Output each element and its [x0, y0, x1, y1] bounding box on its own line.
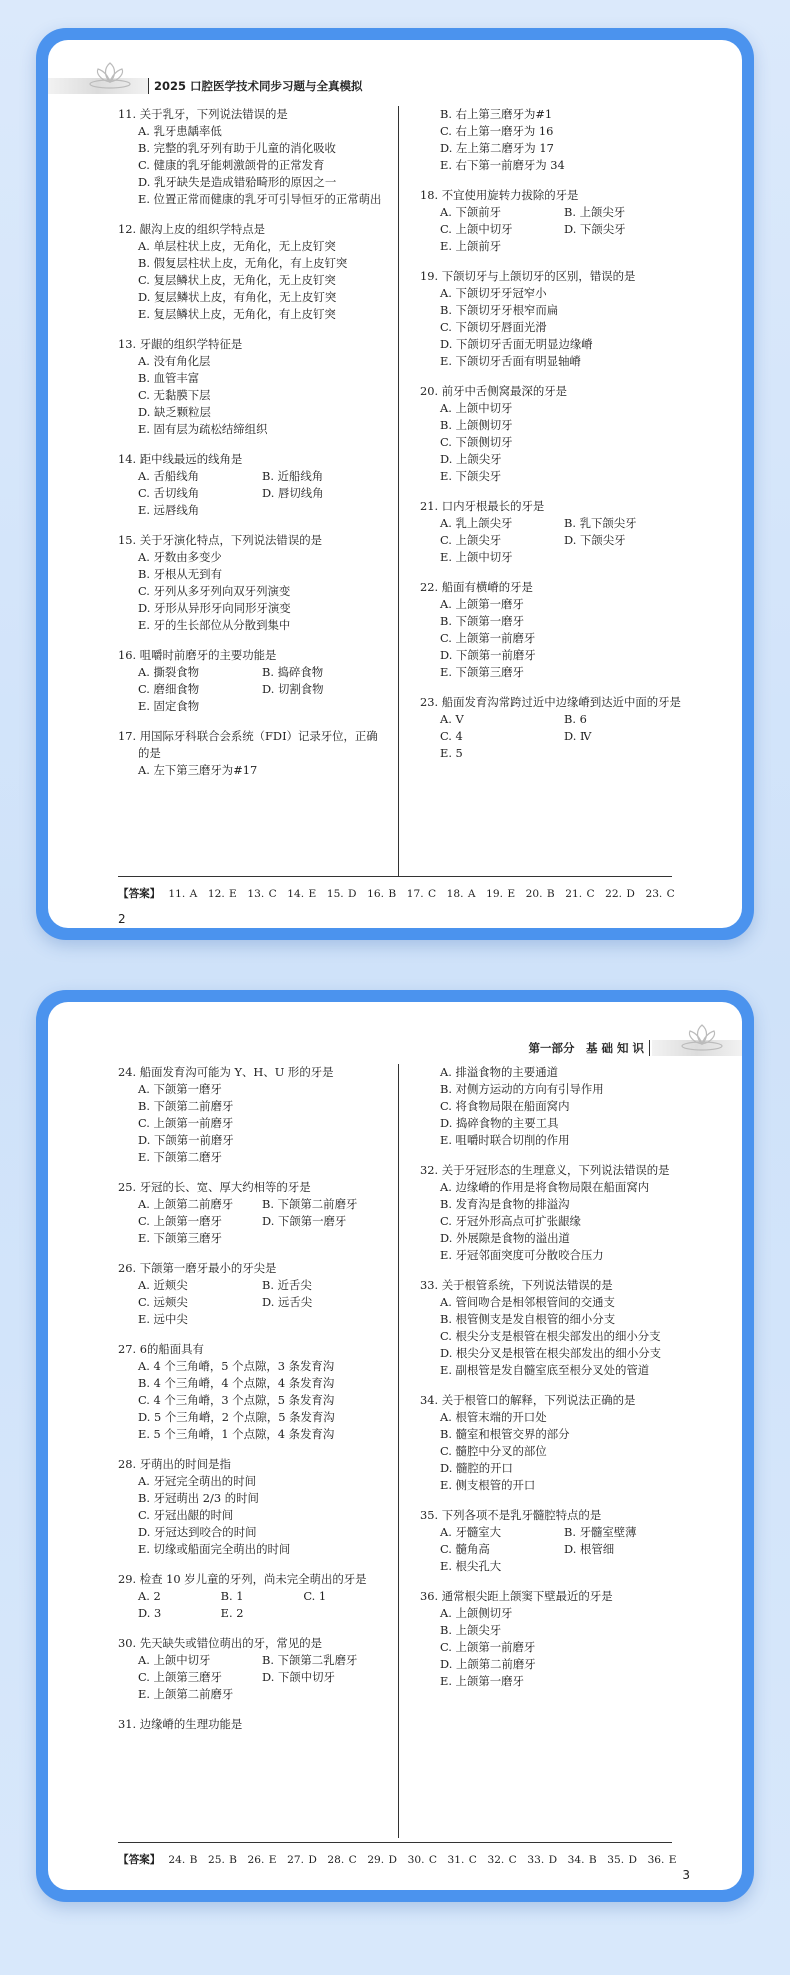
question-block	[420, 268, 688, 370]
column-divider	[398, 106, 399, 876]
question-stem: 31. 边缘嵴的生理功能是	[118, 1717, 243, 1731]
question-block	[118, 106, 386, 208]
answer-option: C. 上颌第一磨牙	[138, 1214, 222, 1228]
question-block	[118, 647, 386, 715]
answer-option: C. 髓腔中分叉的部位	[440, 1444, 547, 1458]
question-stem: 22. 船面有横嵴的牙是	[420, 580, 533, 594]
left-column	[118, 106, 386, 792]
answer-option: E. 远唇线角	[138, 503, 200, 517]
answer-option: C. 髓角高	[440, 1542, 490, 1556]
answer-option: A. 下颌第一磨牙	[138, 1082, 222, 1096]
answer-option: E. 切缘或船面完全萌出的时间	[138, 1542, 291, 1556]
answer-option: D. 根尖分叉是根管在根尖部发出的细小分支	[440, 1346, 662, 1360]
option-grid	[118, 1277, 386, 1311]
answer-option: C. 上颌中切牙	[440, 222, 513, 236]
question-block	[118, 451, 386, 519]
answer-option: E. 上颌第二前磨牙	[138, 1687, 234, 1701]
question-block	[118, 221, 386, 323]
answer-option: A. 左下第三磨牙为#17	[138, 763, 258, 777]
answer-option: C. 4	[440, 729, 463, 743]
page-number: 3	[682, 1868, 690, 1882]
question-stem: 30. 先天缺失或错位萌出的牙，常见的是	[118, 1636, 322, 1650]
option-grid	[420, 204, 688, 238]
answer-option: D. 上颌尖牙	[440, 452, 502, 466]
question-block	[420, 187, 688, 255]
option-grid	[118, 664, 386, 698]
answer-option: B. 血管丰富	[138, 371, 200, 385]
answer-option: B. 牙根从无到有	[138, 567, 222, 581]
answer-option: A. 上颌中切牙	[440, 401, 513, 415]
answer-option: D. 上颌第二前磨牙	[440, 1657, 536, 1671]
answer-option: D. 3	[138, 1606, 162, 1620]
question-block	[118, 728, 386, 779]
question-stem: 12. 龈沟上皮的组织学特点是	[118, 222, 266, 236]
answer-option: C. 复层鳞状上皮，无角化，无上皮钉突	[138, 273, 336, 287]
answer-option: A. 乳上颌尖牙	[440, 516, 513, 530]
option-grid	[118, 1196, 386, 1230]
answer-option: C. 牙冠外形高点可扩张龈缘	[440, 1214, 581, 1228]
answer-option: D. 切割食物	[262, 682, 324, 696]
answer-option: E. 5 个三角嵴，1 个点隙，4 条发育沟	[138, 1427, 335, 1441]
answer-option: A. 2	[138, 1589, 161, 1603]
answer-option: D. 唇切线角	[262, 486, 324, 500]
running-header: 2025 口腔医学技术同步习题与全真模拟	[148, 78, 363, 94]
answer-option: A. 牙冠完全萌出的时间	[138, 1474, 256, 1488]
question-stem: 36. 通常根尖距上颌窦下壁最近的牙是	[420, 1589, 613, 1603]
answer-option: A. 上颌中切牙	[138, 1653, 211, 1667]
question-block	[420, 1064, 688, 1149]
answer-option: D. 外展隙是食物的溢出道	[440, 1231, 570, 1245]
answer-option: A. 上颌侧切牙	[440, 1606, 513, 1620]
answer-option: E. 上颌第一磨牙	[440, 1674, 524, 1688]
answer-option: B. 牙髓室壁薄	[564, 1525, 637, 1539]
answer-option: B. 捣碎食物	[262, 665, 324, 679]
answer-option: A. 管间吻合是相邻根管间的交通支	[440, 1295, 615, 1309]
option-grid	[118, 1588, 386, 1622]
answer-option: A. 根管末端的开口处	[440, 1410, 547, 1424]
question-stem: 24. 船面发育沟可能为 Y、H、U 形的牙是	[118, 1065, 334, 1079]
answer-option: D. 捣碎食物的主要工具	[440, 1116, 559, 1130]
answer-option: E. 复层鳞状上皮，无角化，有上皮钉突	[138, 307, 336, 321]
answer-option: A. 撕裂食物	[138, 665, 200, 679]
answer-option: B. 4 个三角嵴，4 个点隙，4 条发育沟	[138, 1376, 335, 1390]
answer-option: C. 舌切线角	[138, 486, 200, 500]
answer-option: D. 下颌切牙舌面无明显边缘嵴	[440, 337, 593, 351]
answer-option: E. 下颌第三磨牙	[440, 665, 524, 679]
answer-option: A. 上颌第一磨牙	[440, 597, 524, 611]
question-stem: 20. 前牙中舌侧窝最深的牙是	[420, 384, 568, 398]
question-block	[118, 1064, 386, 1166]
answer-key	[118, 1842, 677, 1867]
answer-option: E. 上颌前牙	[440, 239, 502, 253]
answer-key-label: 【答案】	[118, 1854, 161, 1866]
question-stem: 15. 关于牙演化特点，下列说法错误的是	[118, 533, 322, 547]
answer-option: D. 牙形从异形牙向同形牙演变	[138, 601, 291, 615]
answer-option: C. 下颌切牙唇面光滑	[440, 320, 547, 334]
question-block	[118, 1716, 386, 1733]
answer-option: A. 下颌切牙牙冠窄小	[440, 286, 547, 300]
answer-option: E. 副根管是发自髓室底至根分叉处的管道	[440, 1363, 650, 1377]
answer-option: A. 排溢食物的主要通道	[440, 1065, 558, 1079]
answer-option: B. 下颌第二前磨牙	[262, 1197, 358, 1211]
answer-option: E. 根尖孔大	[440, 1559, 502, 1573]
answer-option: B. 乳下颌尖牙	[564, 516, 637, 530]
question-block	[420, 1507, 688, 1575]
answer-option: B. 下颌第二乳磨牙	[262, 1653, 358, 1667]
question-stem: 28. 牙萌出的时间是指	[118, 1457, 231, 1471]
answer-option: B. 上颌尖牙	[564, 205, 626, 219]
answer-option: D. 远舌尖	[262, 1295, 313, 1309]
answer-option: E. 远中尖	[138, 1312, 188, 1326]
answer-option: B. 上颌侧切牙	[440, 418, 513, 432]
answer-option: B. 上颌尖牙	[440, 1623, 502, 1637]
question-stem: 19. 下颌切牙与上颌切牙的区别，错误的是	[420, 269, 636, 283]
answer-option: B. 近舌尖	[262, 1278, 312, 1292]
question-stem: 29. 检查 10 岁儿童的牙列，尚未完全萌出的牙是	[118, 1572, 367, 1586]
answer-option: A. 牙髓室大	[440, 1525, 502, 1539]
question-block	[118, 1456, 386, 1558]
left-column	[118, 1064, 386, 1746]
answer-option: A. 牙数由多变少	[138, 550, 222, 564]
question-stem: 32. 关于牙冠形态的生理意义，下列说法错误的是	[420, 1163, 670, 1177]
page-1	[48, 40, 742, 928]
answer-option: D. 下颌第一前磨牙	[440, 648, 536, 662]
answer-option: E. 固有层为疏松结缔组织	[138, 422, 268, 436]
answer-option: D. 下颌尖牙	[564, 222, 626, 236]
question-block	[420, 383, 688, 485]
answer-key-values: 24. B 25. B 26. E 27. D 28. C 29. D 30. C 31. C 32. C 33. D 34. B 35. D 36. E	[168, 1854, 677, 1866]
answer-option: D. 5 个三角嵴，2 个点隙，5 条发育沟	[138, 1410, 335, 1424]
answer-option: C. 上颌第一前磨牙	[440, 631, 536, 645]
answer-option: C. 磨细食物	[138, 682, 200, 696]
question-stem: 25. 牙冠的长、宽、厚大约相等的牙是	[118, 1180, 311, 1194]
answer-option: B. 发育沟是食物的排溢沟	[440, 1197, 570, 1211]
right-column	[420, 106, 688, 775]
answer-option: E. 5	[440, 746, 463, 760]
answer-option: E. 下颌第三磨牙	[138, 1231, 222, 1245]
page-number: 2	[118, 912, 126, 926]
answer-option: C. 健康的乳牙能刺激颌骨的正常发育	[138, 158, 325, 172]
answer-option: D. 牙冠达到咬合的时间	[138, 1525, 257, 1539]
answer-option: A. 单层柱状上皮，无角化，无上皮钉突	[138, 239, 336, 253]
question-block	[420, 579, 688, 681]
answer-option: C. 下颌侧切牙	[440, 435, 513, 449]
running-header: 第一部分 基 础 知 识	[528, 1040, 650, 1056]
answer-option: C. 将食物局限在船面窝内	[440, 1099, 570, 1113]
answer-option: D. 下颌尖牙	[564, 533, 626, 547]
lotus-logo-icon	[86, 60, 134, 90]
question-block	[118, 1260, 386, 1328]
question-block	[118, 1341, 386, 1443]
answer-option: E. 下颌尖牙	[440, 469, 502, 483]
question-block	[118, 1179, 386, 1247]
question-stem: 11. 关于乳牙，下列说法错误的是	[118, 107, 288, 121]
answer-option: C. 根尖分支是根管在根尖部发出的细小分支	[440, 1329, 661, 1343]
option-grid	[118, 1652, 386, 1686]
question-block	[420, 498, 688, 566]
answer-option: D. 下颌第一前磨牙	[138, 1133, 234, 1147]
answer-option: B. 下颌切牙牙根窄而扁	[440, 303, 559, 317]
answer-option: E. 下颌第二磨牙	[138, 1150, 222, 1164]
answer-key	[118, 876, 675, 901]
question-block	[118, 336, 386, 438]
answer-option: B. 完整的乳牙列有助于儿童的消化吸收	[138, 141, 336, 155]
answer-option: C. 上颌第一前磨牙	[440, 1640, 536, 1654]
answer-option: C. 1	[303, 1589, 327, 1603]
option-grid	[420, 711, 688, 745]
answer-option: C. 上颌第三磨牙	[138, 1670, 222, 1684]
question-block	[420, 1277, 688, 1379]
option-grid	[420, 1524, 688, 1558]
answer-option: D. 复层鳞状上皮，有角化，无上皮钉突	[138, 290, 337, 304]
answer-option: E. 2	[220, 1606, 244, 1620]
answer-option: D. 下颌中切牙	[262, 1670, 335, 1684]
question-block	[420, 106, 688, 174]
answer-option: A. 舌船线角	[138, 469, 200, 483]
answer-option: B. 1	[220, 1589, 244, 1603]
answer-option: C. 右上第一磨牙为 16	[440, 124, 554, 138]
answer-option: A. 边缘嵴的作用是将食物局限在船面窝内	[440, 1180, 650, 1194]
answer-option: B. 髓室和根管交界的部分	[440, 1427, 570, 1441]
answer-key-label: 【答案】	[118, 888, 161, 900]
question-block	[118, 1571, 386, 1622]
question-stem: 13. 牙龈的组织学特征是	[118, 337, 243, 351]
column-divider	[398, 1064, 399, 1838]
answer-option: B. 假复层柱状上皮，无角化，有上皮钉突	[138, 256, 348, 270]
answer-option: E. 下颌切牙舌面有明显轴嵴	[440, 354, 581, 368]
answer-option: C. 上颌第一前磨牙	[138, 1116, 234, 1130]
question-stem: 17. 用国际牙科联合会系统（FDI）记录牙位，正确的是	[118, 729, 378, 760]
answer-option: D. 乳牙缺失是造成错𬌗畸形的原因之一	[138, 175, 337, 189]
answer-option: B. 右上第三磨牙为#1	[440, 107, 553, 121]
question-block	[118, 532, 386, 634]
answer-option: C. 上颌尖牙	[440, 533, 502, 547]
page-2	[48, 1002, 742, 1890]
question-stem: 26. 下颌第一磨牙最小的牙尖是	[118, 1261, 277, 1275]
answer-option: D. 根管细	[564, 1542, 615, 1556]
answer-option: E. 牙的生长部位从分散到集中	[138, 618, 291, 632]
answer-option: B. 6	[564, 712, 587, 726]
page-frame-2	[36, 990, 754, 1902]
answer-option: B. 下颌第二前磨牙	[138, 1099, 234, 1113]
answer-option: E. 侧支根管的开口	[440, 1478, 536, 1492]
answer-option: A. 上颌第二前磨牙	[138, 1197, 234, 1211]
answer-option: D. 左上第二磨牙为 17	[440, 141, 554, 155]
question-block	[420, 1588, 688, 1690]
question-stem: 27. 6的船面具有	[118, 1342, 204, 1356]
question-stem: 23. 船面发育沟常跨过近中边缘嵴到达近中面的牙是	[420, 695, 681, 709]
question-block	[118, 1635, 386, 1703]
answer-option: B. 根管侧支是发自根管的细小分支	[440, 1312, 616, 1326]
answer-option: A. 下颌前牙	[440, 205, 502, 219]
answer-option: D. 缺乏颗粒层	[138, 405, 211, 419]
answer-option: C. 远颊尖	[138, 1295, 188, 1309]
answer-option: A. 乳牙患龋率低	[138, 124, 222, 138]
answer-option: A. V	[440, 712, 464, 726]
answer-option: A. 没有角化层	[138, 354, 211, 368]
lotus-logo-icon	[678, 1022, 726, 1052]
question-stem: 21. 口内牙根最长的牙是	[420, 499, 545, 513]
answer-option: D. 下颌第一磨牙	[262, 1214, 347, 1228]
option-grid	[420, 515, 688, 549]
answer-option: B. 对侧方运动的方向有引导作用	[440, 1082, 604, 1096]
answer-option: E. 牙冠邻面突度可分散咬合压力	[440, 1248, 604, 1262]
question-stem: 35. 下列各项不是乳牙髓腔特点的是	[420, 1508, 602, 1522]
answer-option: C. 无黏膜下层	[138, 388, 211, 402]
answer-option: A. 4 个三角嵴，5 个点隙，3 条发育沟	[138, 1359, 335, 1373]
answer-option: E. 上颌中切牙	[440, 550, 513, 564]
answer-option: B. 牙冠萌出 2/3 的时间	[138, 1491, 259, 1505]
answer-option: E. 固定食物	[138, 699, 200, 713]
option-grid	[118, 468, 386, 502]
question-stem: 14. 距中线最远的线角是	[118, 452, 243, 466]
answer-option: C. 牙冠出龈的时间	[138, 1508, 234, 1522]
page-frame-1	[36, 28, 754, 940]
answer-option: E. 右下第一前磨牙为 34	[440, 158, 565, 172]
question-block	[420, 694, 688, 762]
answer-key-values: 11. A 12. E 13. C 14. E 15. D 16. B 17. C 18. A 19. E 20. B 21. C 22. D 23. C	[168, 888, 675, 900]
question-stem: 18. 不宜使用旋转力拔除的牙是	[420, 188, 579, 202]
answer-option: D. Ⅳ	[564, 729, 592, 743]
answer-option: A. 近颊尖	[138, 1278, 188, 1292]
answer-option: D. 髓腔的开口	[440, 1461, 513, 1475]
answer-option: E. 咀嚼时联合切削的作用	[440, 1133, 570, 1147]
answer-option: B. 下颌第一磨牙	[440, 614, 524, 628]
question-block	[420, 1162, 688, 1264]
answer-option: E. 位置正常而健康的乳牙可引导恒牙的正常萌出	[138, 192, 382, 206]
answer-option: C. 牙列从多牙列向双牙列演变	[138, 584, 291, 598]
question-stem: 33. 关于根管系统，下列说法错误的是	[420, 1278, 613, 1292]
question-stem: 34. 关于根管口的解释，下列说法正确的是	[420, 1393, 636, 1407]
right-column	[420, 1064, 688, 1703]
question-block	[420, 1392, 688, 1494]
answer-option: B. 近船线角	[262, 469, 324, 483]
answer-option: C. 4 个三角嵴，3 个点隙，5 条发育沟	[138, 1393, 335, 1407]
question-stem: 16. 咀嚼时前磨牙的主要功能是	[118, 648, 277, 662]
